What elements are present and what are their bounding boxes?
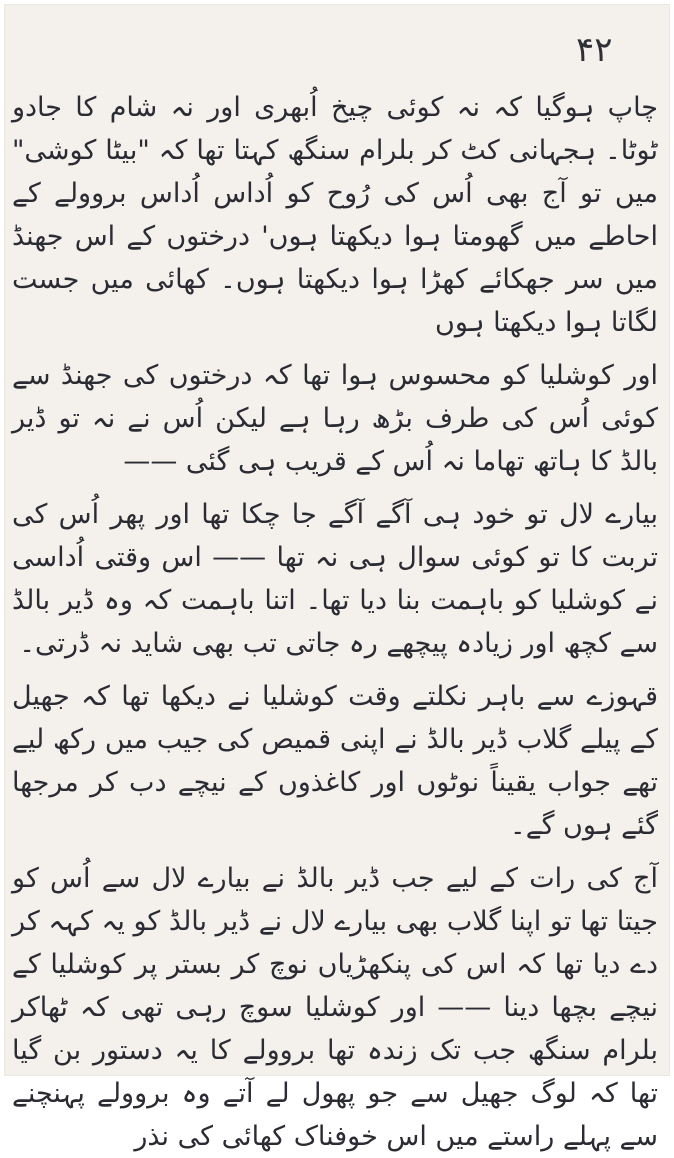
paragraph: آج کی رات کے لیے جب ڈیر بالڈ نے بیارے لال سے اُس کو جیتا تھا تو اپنا گلاب بھی بیارے لال نے ڈیر بالڈ کو یہ کہہ کر دے دیا تھا کہ اس کی پنکھڑیاں نوچ کر بستر پر کوشلیا کے نیچے بچھا دینا —— اور کوشلیا سوچ رہی تھی کہ ٹھاکر بلرام سنگھ جب تک زندہ تھا بروولے کا یہ دستور بن گیا تھا کہ لوگ جھیل سے جو پھول لے آتے وہ بروولے پہنچنے سے پہلے راستے میں اس خوفناک کھائی کی نذر	[12, 863, 658, 1152]
page-number: ۴۲	[576, 30, 613, 70]
book-page	[4, 4, 670, 1152]
paragraph: قہوزے سے باہر نکلتے وقت کوشلیا نے دیکھا تھا کہ جھیل کے پیلے گلاب ڈیر بالڈ نے اپنی قمیص کی جیب میں رکھ لیے تھے جواب یقیناً نوٹوں اور کاغذوں کے نیچے دب کر مرجھا گئے ہوں گے۔	[12, 681, 658, 841]
paragraph: اور کوشلیا کو محسوس ہوا تھا کہ درختوں کی جھنڈ سے کوئی اُس کی طرف بڑھ رہا ہے لیکن اُس نے نہ تو ڈیر بالڈ کا ہاتھ تھاما نہ اُس کے قریب ہی گئی ——	[12, 360, 658, 477]
body-text	[12, 86, 658, 1158]
paragraph: چاپ ہوگیا کہ نہ کوئی چیخ اُبھری اور نہ شام کا جادو ٹوٹا۔ ہجہانی کٹ کر بلرام سنگھ کہتا تھا کہ "بیٹا کوشی" میں تو آج بھی اُس کی رُوح کو اُداس اُداس بروولے کے احاطے میں گھومتا ہوا دیکھتا ہوں' درختوں کے اس جھنڈ میں سر جھکائے کھڑا ہوا دیکھتا ہوں۔ کھائی میں جست لگاتا ہوا دیکھتا ہوں	[12, 92, 658, 338]
paragraph: بیارے لال تو خود ہی آگے آگے جا چکا تھا اور پھر اُس کی تربت کا تو کوئی سوال ہی نہ تھا —— اس وقتی اُداسی نے کوشلیا کو باہمت بنا دیا تھا۔ اتنا باہمت کہ وہ ڈیر بالڈ سے کچھ اور زیادہ پیچھے رہ جاتی تب بھی شاید نہ ڈرتی۔	[12, 499, 658, 659]
